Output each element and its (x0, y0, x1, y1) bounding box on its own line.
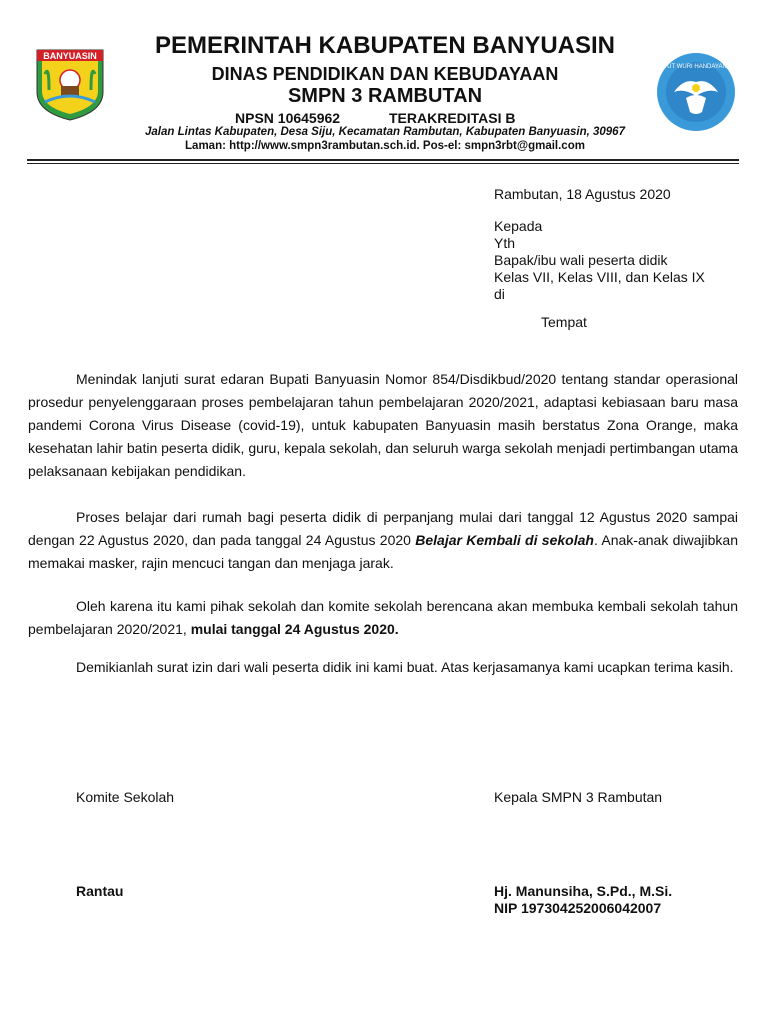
header-divider-thick (27, 159, 739, 161)
paragraph-4 (28, 656, 738, 679)
accreditation-text: TERAKREDITASI B (389, 110, 516, 126)
header-line-2: DINAS PENDIDIKAN DAN KEBUDAYAAN (211, 64, 559, 84)
left-signature-title: Komite Sekolah (76, 789, 175, 805)
tut-wuri-handayani-logo-icon (656, 52, 736, 132)
right-signature-nip: NIP 197304252006042007 (494, 900, 662, 916)
paragraph-3-text-a: Oleh karena itu kami pihak sekolah dan komite sekolah berencana akan membuka kembali sekolah tahun pembelajaran 2020/2021, (28, 598, 738, 637)
banyuasin-logo-icon (31, 44, 109, 122)
yth-text: Yth (494, 235, 516, 251)
paragraph-4-text: Demikianlah surat izin dari wali peserta didik ini kami buat. Atas kerjasamanya kami ucapkan terima kasih. (76, 659, 734, 675)
header-school-name: SMPN 3 RAMBUTAN (287, 85, 483, 107)
paragraph-3-emphasis: mulai tanggal 24 Agustus 2020. (190, 621, 399, 637)
tempat-text: Tempat (541, 314, 587, 330)
right-signature-name: Hj. Manunsiha, S.Pd., M.Si. (494, 883, 673, 899)
paragraph-2 (28, 506, 738, 575)
paragraph-2-text-c: . Anak-anak diwajibkan memakai masker, rajin mencuci tangan dan menjaga jarak. (28, 532, 739, 571)
recipient-block (494, 218, 705, 303)
header-divider-thin (27, 163, 739, 164)
address-text: Jalan Lintas Kabupaten, Desa Siju, Kecamatan Rambutan, Kabupaten Banyuasin, 30967 (145, 126, 625, 138)
paragraph-1 (28, 368, 738, 483)
left-signature-name: Rantau (76, 883, 124, 899)
website-email-text: Laman: http://www.smpn3rambutan.sch.id. Pos-el: smpn3rbt@gmail.com (185, 140, 585, 152)
header-line-1: PEMERINTAH KABUPATEN BANYUASIN (154, 32, 615, 59)
npsn-text: NPSN 10645962 (235, 110, 341, 126)
logo-right-label: TUT WURI HANDAYANI (663, 64, 729, 70)
logo-left-label: BANYUASIN (43, 51, 97, 61)
paragraph-3 (28, 595, 738, 641)
di-text: di (494, 286, 505, 302)
recipient-line-2: Kelas VII, Kelas VIII, dan Kelas IX (494, 269, 705, 285)
recipient-line-1: Bapak/ibu wali peserta didik (494, 252, 668, 268)
paragraph-1-text: Menindak lanjuti surat edaran Bupati Banyuasin Nomor 854/Disdikbud/2020 tentang standar operasional prosedur penyelenggaraan proses pembelajaran tahun pembelajaran 2020/2021, adaptasi kebiasaan baru masa pandemi Corona Virus Disease (covid-19), untuk kabupaten Banyuasin masih berstatus Zona Orange, maka kesehatan lahir batin peserta didik, guru, kepala sekolah, dan seluruh warga sekolah menjadi pertimbangan utama pelaksanaan kebijakan pendidikan. (28, 371, 738, 479)
right-signature-title: Kepala SMPN 3 Rambutan (494, 789, 663, 805)
paragraph-2-emphasis: Belajar Kembali di sekolah (415, 532, 594, 548)
paragraph-2-text-a: Proses belajar dari rumah bagi peserta didik di perpanjang mulai dari tanggal 12 Agustus 2020 sampai dengan 22 Agustus 2020, dan pada tanggal 24 Agustus 2020 (28, 509, 738, 548)
kepada-text: Kepada (494, 218, 543, 234)
place-date: Rambutan, 18 Agustus 2020 (494, 186, 671, 202)
